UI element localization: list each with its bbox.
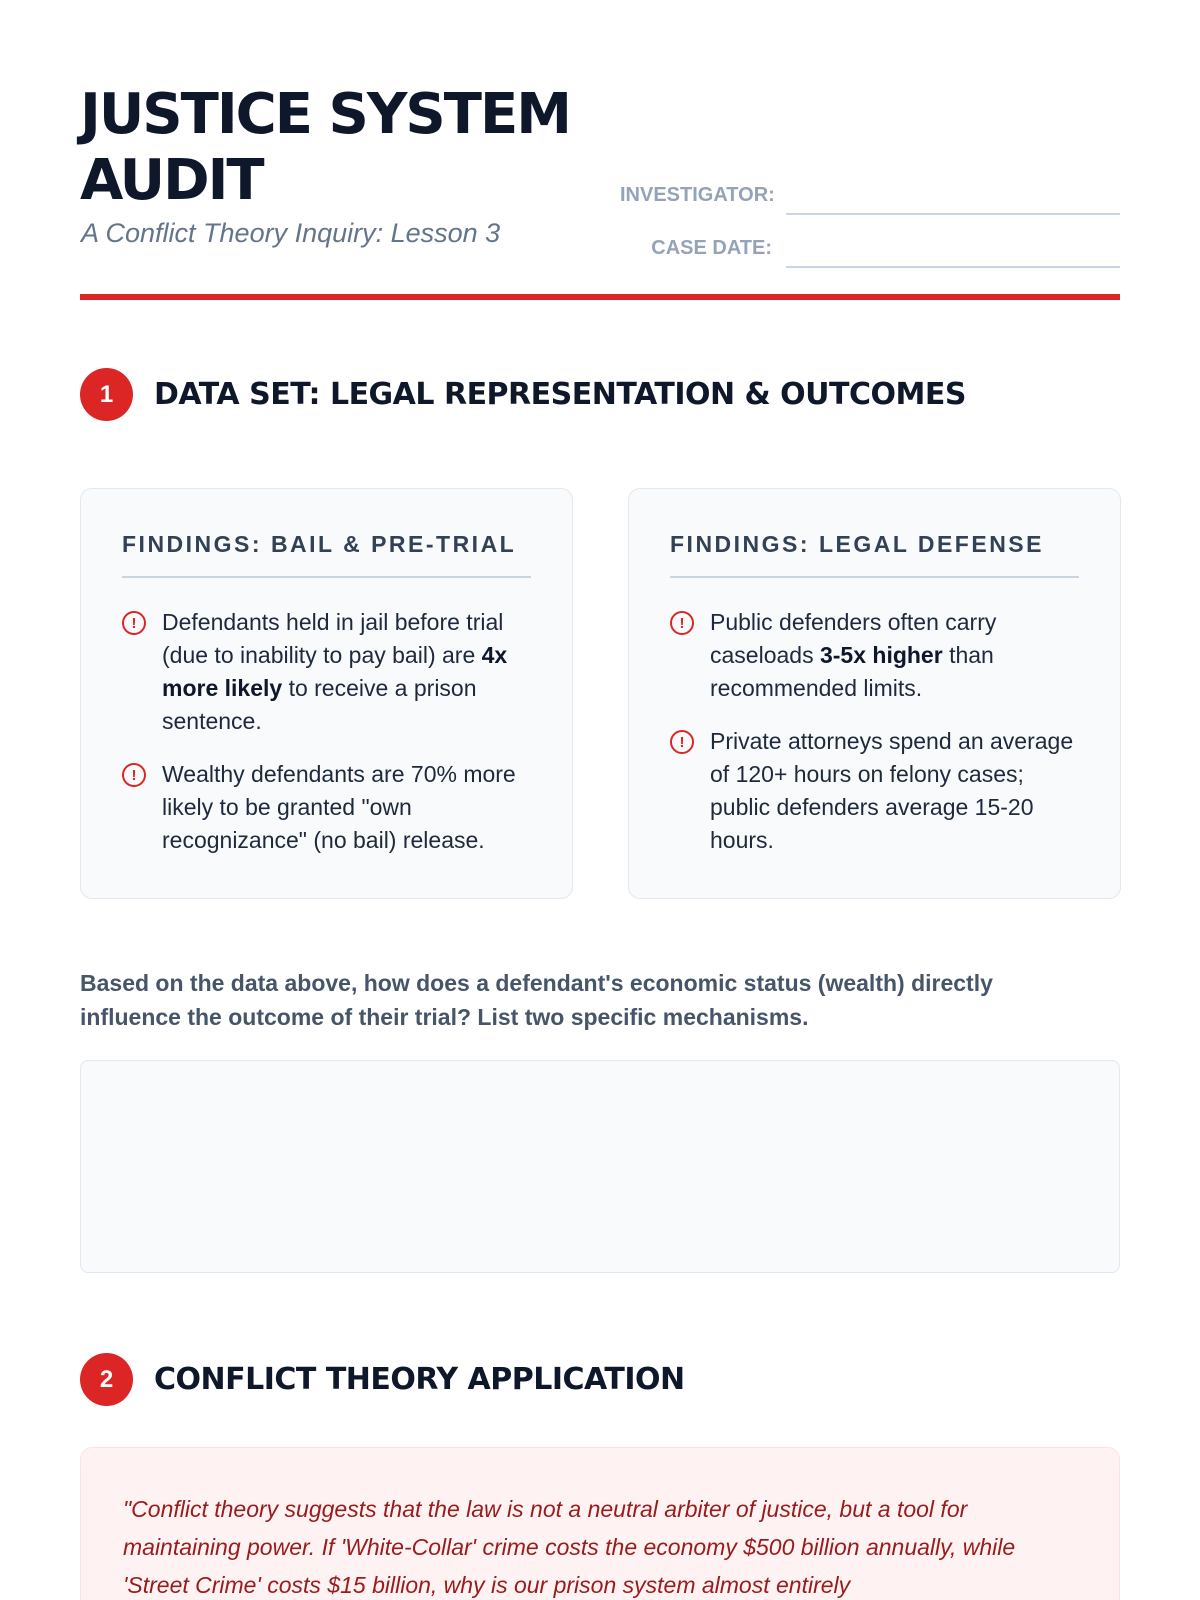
investigator-field[interactable] — [786, 177, 1120, 215]
card-title: FINDINGS: BAIL & PRE-TRIAL — [122, 531, 531, 578]
meta-fields — [620, 162, 1120, 268]
section-1-header — [80, 368, 966, 421]
theory-quote: "Conflict theory suggests that the law is not a neutral arbiter of justice, but a tool for maintaining power. If 'White-Collar' crime costs the economy $500 billion annually, while 'Street Crime' costs $15 billion, why is our prison system almost entirely — [80, 1447, 1120, 1600]
finding-item: ! Wealthy defendants are 70% more likely to be granted "own recognizance" (no bail) release. — [122, 758, 531, 857]
header-divider — [80, 294, 1120, 300]
card-title: FINDINGS: LEGAL DEFENSE — [670, 531, 1079, 578]
alert-circle-icon: ! — [670, 611, 694, 635]
page-title: JUSTICE SYSTEM AUDIT — [80, 82, 570, 213]
alert-circle-icon: ! — [122, 763, 146, 787]
alert-circle-icon: ! — [122, 611, 146, 635]
section-number-badge: 2 — [80, 1353, 133, 1406]
finding-item: ! Public defenders often carry caseloads 3-5x higher than recommended limits. — [670, 606, 1079, 705]
case-date-label: CASE DATE: — [651, 237, 772, 259]
finding-item: ! Defendants held in jail before trial (due to inability to pay bail) are 4x more likely to receive a prison sentence. — [122, 606, 531, 738]
section-number-badge: 1 — [80, 368, 133, 421]
page-subtitle: A Conflict Theory Inquiry: Lesson 3 — [81, 218, 501, 248]
section-2-header — [80, 1353, 685, 1406]
answer-box[interactable] — [80, 1060, 1120, 1273]
findings-card-defense — [628, 488, 1121, 899]
alert-circle-icon: ! — [670, 730, 694, 754]
case-date-field[interactable] — [786, 230, 1120, 268]
section-title: CONFLICT THEORY APPLICATION — [154, 1362, 685, 1397]
findings-card-bail — [80, 488, 573, 899]
question-prompt: Based on the data above, how does a defendant's economic status (wealth) directly influence the outcome of their trial? List two specific mechanisms. — [80, 970, 993, 1030]
section-title: DATA SET: LEGAL REPRESENTATION & OUTCOMES — [154, 377, 966, 412]
investigator-label: INVESTIGATOR: — [620, 184, 775, 206]
finding-item: ! Private attorneys spend an average of 120+ hours on felony cases; public defenders average 15-20 hours. — [670, 725, 1079, 857]
